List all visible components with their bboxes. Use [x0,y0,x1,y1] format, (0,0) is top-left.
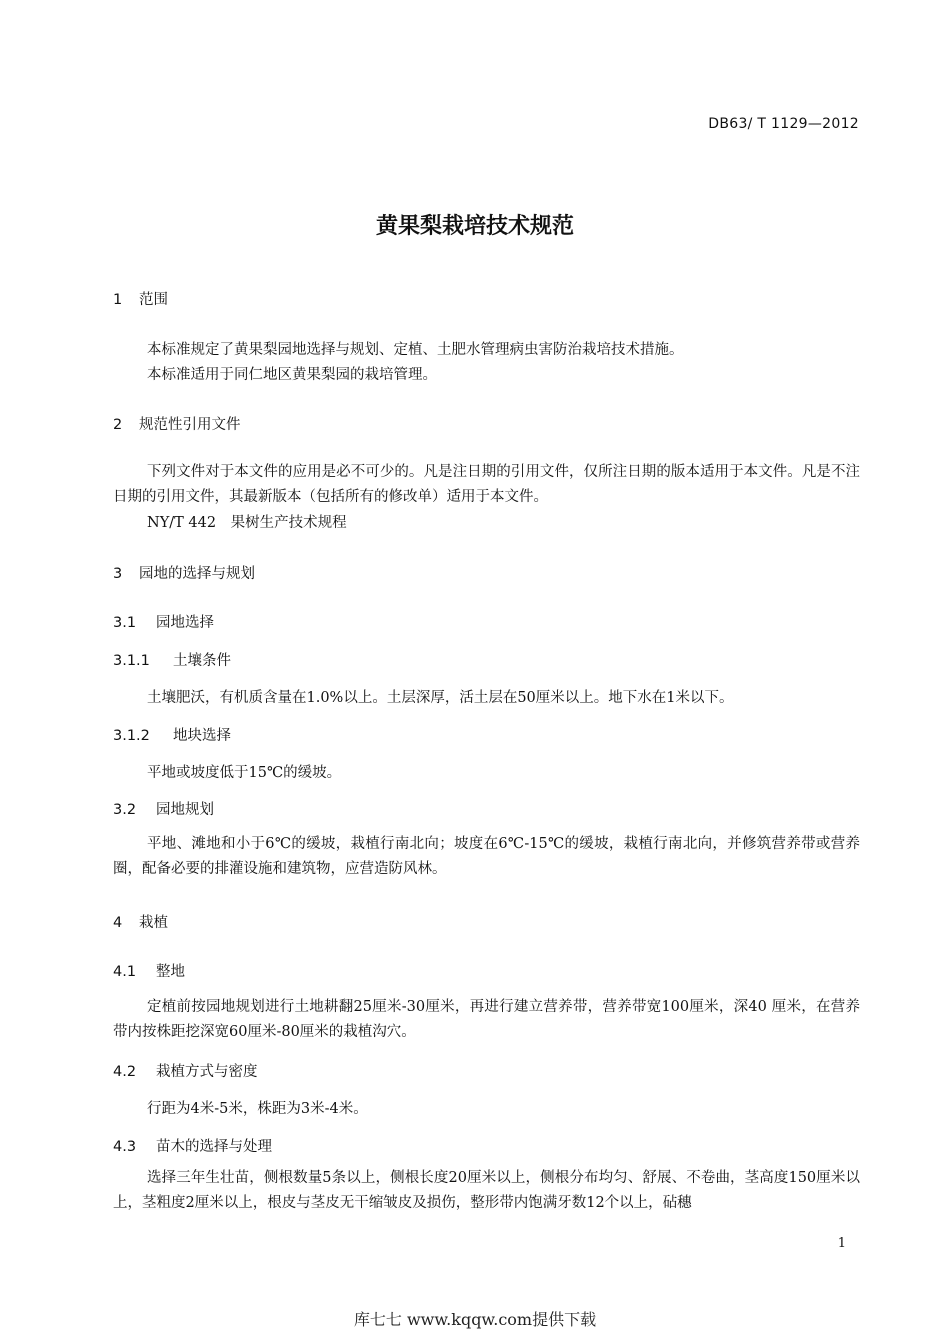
section-title: 园地的选择与规划 [139,566,255,582]
section-number: 3.2 [113,802,137,818]
section-title: 栽植 [139,915,168,931]
section-number: 3.1.1 [113,653,150,669]
document-title: 黄果梨栽培技术规范 [375,214,574,239]
section-title: 土壤条件 [173,653,231,669]
section-number: 3.1 [113,615,137,631]
section-2-paragraph: 下列文件对于本文件的应用是必不可少的。凡是注日期的引用文件，仅所注日期的版本适用于本文件。凡是不注日期的引用文件，其最新版本（包括所有的修改单）适用于本文件。 [113,464,860,505]
section-number: 1 [113,292,123,308]
section-title: 范围 [139,292,168,308]
section-number: 2 [113,417,123,433]
section-3-1-1-heading [113,649,231,670]
section-number: 4.1 [113,964,137,980]
section-title: 栽植方式与密度 [156,1064,258,1080]
section-2-reference: NY/T 442 果树生产技术规程 [147,515,347,531]
section-4-3-heading [113,1135,272,1156]
section-3-heading [113,562,255,583]
section-number: 4.3 [113,1139,137,1155]
section-4-2-text: 行距为4米-5米，株距为3米-4米。 [147,1101,368,1117]
section-4-2-heading [113,1060,258,1081]
section-3-1-2-heading [113,724,231,745]
section-1-line-2: 本标准适用于同仁地区黄果梨园的栽培管理。 [147,367,437,383]
section-1-heading [113,288,168,309]
section-title: 园地选择 [156,615,214,631]
section-2-heading [113,413,241,434]
section-3-1-heading [113,611,214,632]
section-title: 地块选择 [173,728,231,744]
section-3-1-1-text: 土壤肥沃，有机质含量在1.0%以上。土层深厚，活土层在50厘米以上。地下水在1米以下。 [147,690,734,706]
section-number: 4 [113,915,123,931]
section-number: 3.1.2 [113,728,150,744]
section-1-line-1: 本标准规定了黄果梨园地选择与规划、定植、土肥水管理病虫害防治栽培技术措施。 [147,342,684,358]
section-3-1-2-text: 平地或坡度低于15℃的缓坡。 [147,765,342,781]
section-4-3-paragraph: 选择三年生壮苗，侧根数量5条以上，侧根长度20厘米以上，侧根分布均匀、舒展、不卷曲，茎高度150厘米以上，茎粗度2厘米以上，根皮与茎皮无干缩皱皮及损伤，整形带内饱满牙数12个以上，砧穗 [113,1170,860,1211]
section-title: 规范性引用文件 [139,417,241,433]
standard-code: DB63/ T 1129—2012 [708,116,859,132]
section-4-heading [113,911,168,932]
section-3-2-heading [113,798,214,819]
section-title: 园地规划 [156,802,214,818]
section-4-1-paragraph: 定植前按园地规划进行土地耕翻25厘米-30厘米，再进行建立营养带，营养带宽100厘米，深40 厘米，在营养带内按株距挖深宽60厘米-80厘米的栽植沟穴。 [113,999,860,1040]
page-number: 1 [837,1236,846,1251]
section-number: 3 [113,566,123,582]
section-4-1-heading [113,960,185,981]
section-3-2-paragraph: 平地、滩地和小于6℃的缓坡，栽植行南北向；坡度在6℃-15℃的缓坡，栽植行南北向，并修筑营养带或营养圈，配备必要的排灌设施和建筑物，应营造防风林。 [113,836,860,877]
section-number: 4.2 [113,1064,137,1080]
download-footer: 库七七 www.kqqw.com提供下载 [353,1310,597,1329]
section-title: 整地 [156,964,185,980]
section-title: 苗木的选择与处理 [156,1139,272,1155]
